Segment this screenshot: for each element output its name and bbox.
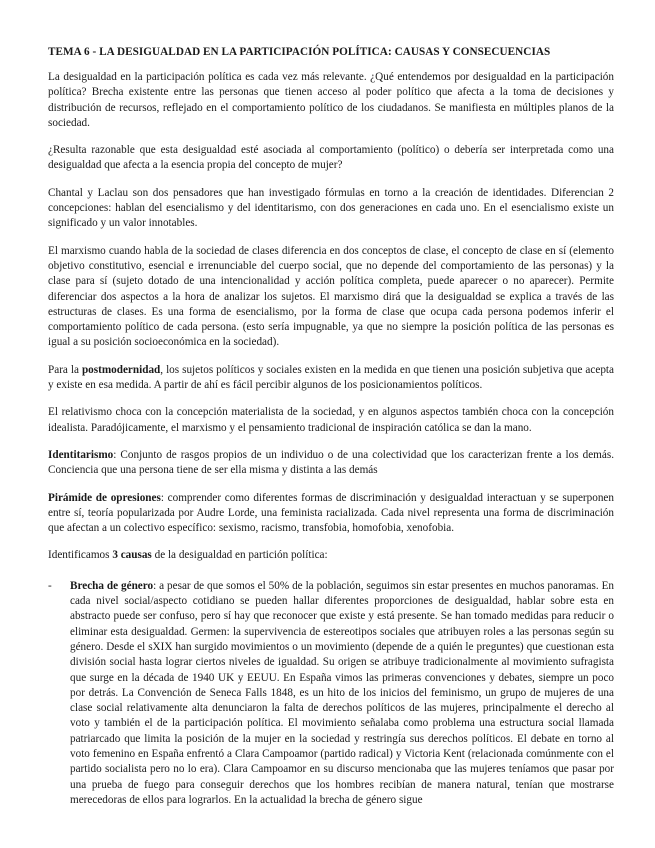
paragraph-piramide <box>48 491 614 537</box>
bullet-text <box>70 579 614 808</box>
paragraph-prefix: Identificamos <box>48 549 113 562</box>
term-postmodernidad: postmodernidad <box>81 363 161 376</box>
paragraph-postmodernidad <box>48 363 614 394</box>
document-title: TEMA 6 - LA DESIGUALDAD EN LA PARTICIPACIÓN POLÍTICA: CAUSAS Y CONSECUENCIAS <box>48 46 551 58</box>
document-page <box>48 46 614 808</box>
causes-list <box>48 579 614 808</box>
paragraph-intro: La desigualdad en la participación política es cada vez más relevante. ¿Qué entendemos por desigualdad en la participación política? Brecha existente entre las personas que tienen acceso al poder político que afecta a la toma de decisiones y distribución de recursos, reflejado en el comportamiento político de los ciudadanos. Se manifiesta en múltiples planos de la sociedad. <box>48 71 614 129</box>
term-brecha-genero: Brecha de género <box>70 579 154 592</box>
paragraph-body: : Conjunto de rasgos propios de un individuo o de una colectividad que los caracterizan frente a los demás. Conciencia que una persona tiene de ser ella misma y distinta a las demás <box>48 448 614 477</box>
bullet-marker: - <box>48 579 52 592</box>
paragraph-question: ¿Resulta razonable que esta desigualdad esté asociada al comportamiento (político) o debería ser interpretada como una desigualdad que afecta a la esencia propia del concepto de mujer? <box>48 144 614 172</box>
list-item-brecha-genero <box>48 579 614 808</box>
term-3-causas: 3 causas <box>112 549 152 562</box>
paragraph-identitarismo <box>48 448 614 479</box>
term-identitarismo: Identitarismo <box>48 448 114 461</box>
term-piramide-opresiones: Pirámide de opresiones <box>48 491 161 504</box>
paragraph-marxismo: El marxismo cuando habla de la sociedad de clases diferencia en dos conceptos de clase, el concepto de clase en sí (elemento objetivo constitutivo, esencial e irrenunciable del cuerpo social, que no depende del comportamiento de las personas) y la clase para sí (sujeto dotado de una intencionalidad y acción política completa, puede aparecer o no aparecer). Permite diferenciar dos aspectos a la hora de analizar los sujetos. El marxismo dirá que la desigualdad se explica a través de las estructuras de clases. Es una forma de esencialismo, por la forma de clase que ocupa cada persona podemos inferir el comportamiento político de cada persona. (esto sería impugnable, ya que no siempre la posición política de las personas es igual a su posición socioeconómica en la sociedad). <box>48 244 614 349</box>
paragraph-body: , los sujetos políticos y sociales existen en la medida en que tienen una posición subjetiva que acepta y existe en esa medida. A partir de ahí es fácil percibir algunos de los posicionamientos políticos. <box>48 363 614 392</box>
paragraph-body: : comprender como diferentes formas de discriminación y desigualdad interactuan y se superponen entre sí, teoría popularizada por Audre Lorde, una feminista racializada. Cada nivel representa una forma de discriminación que afectan a un colectivo específico: sexismo, racismo, transfobia, homofobia, xenofobia. <box>48 491 614 535</box>
paragraph-prefix: Para la <box>48 363 82 376</box>
paragraph-chantal-laclau: Chantal y Laclau son dos pensadores que han investigado fórmulas en torno a la creación de identidades. Diferencian 2 concepciones: hablan del esencialismo y del identitarismo, con dos generaciones en cada uno. En el esencialismo existe un significado y un valor innotables. <box>48 186 614 230</box>
paragraph-causas <box>48 548 614 563</box>
bullet-body: : a pesar de que somos el 50% de la población, seguimos sin estar presentes en muchos panoramas. En cada nivel social/aspecto cotidiano se pueden hallar diferentes proporciones de desigualdad, hablar sobre esta en abstracto puede ser confuso, pero sí hay que reconocer que existe y está presente. Se han tomado medidas para reducir o eliminar esta desigualdad. Germen: la supervivencia de estereotipos sociales que atribuyen roles a las personas según su género. Desde el sXIX han surgido movimientos o un movimiento (depende de a quién le preguntes) que cuestionan esta división social hasta lograr ciertos niveles de igualdad. Su origen se atribuye tradicionalmente al movimiento sufragista que surge en la década de 1940 UK y EEUU. En España vimos las primeras convenciones y debates, siempre un poco por detrás. La Convención de Seneca Falls 1848, es un hito de los inicios del feminismo, un grupo de mujeres de una clase social relativamente alta denunciaron la falta de derechos políticos de las mujeres, principalmente el derecho al voto y también el de la participación política. El movimiento señalaba como problema una estructura social llamada patriarcado que limita la posición de la mujer en la sociedad y restringía sus derechos políticos. El debate en torno al voto femenino en España enfrentó a Clara Campoamor (partido radical) y Victoria Kent (relacionada comúnmente con el partido socialista pero no lo era). Clara Campoamor en su discurso mencionaba que las mujeres teníamos que pasar por una prueba de fuego para conseguir derechos que los hombres recibían de manera natural, tenían que mostrarse merecedoras de ellos para lograrlos. En la actualidad la brecha de género sigue <box>70 579 614 806</box>
paragraph-body: de la desigualdad en partición política: <box>151 549 328 562</box>
paragraph-relativismo: El relativismo choca con la concepción materialista de la sociedad, y en algunos aspectos también choca con la concepción idealista. Paradójicamente, el marxismo y el pensamiento tradicional de inspiración católica se dan la mano. <box>48 406 614 434</box>
